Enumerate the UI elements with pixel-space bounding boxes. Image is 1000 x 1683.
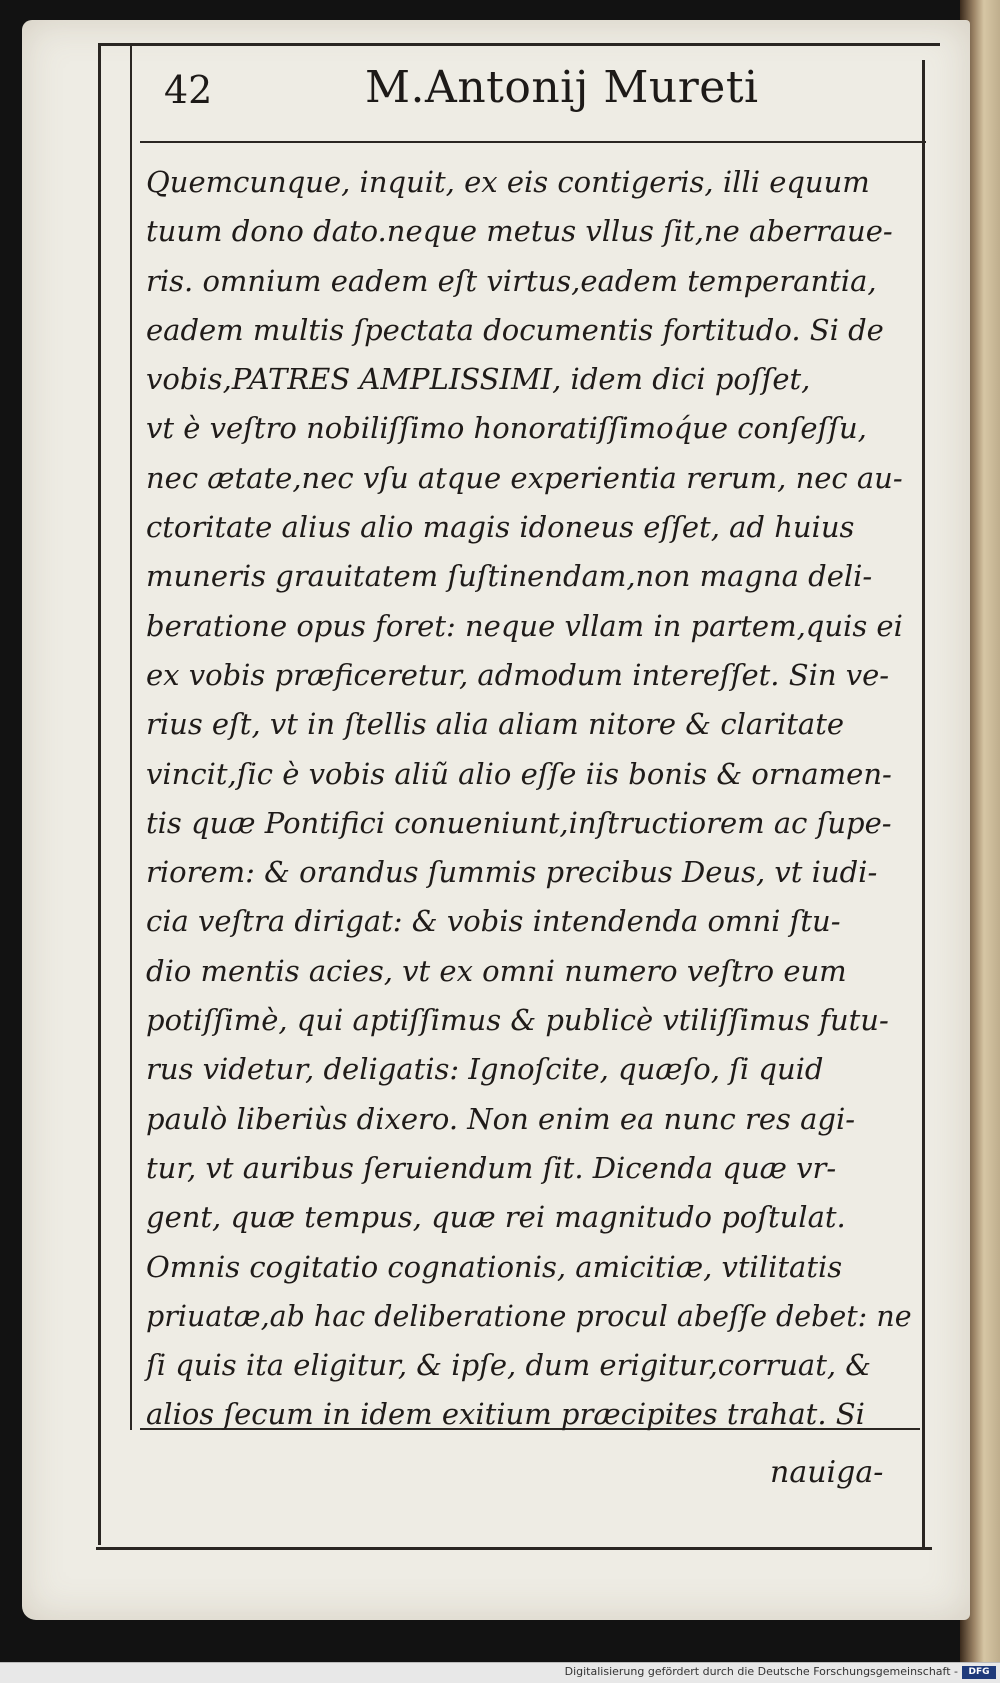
text-line: tis quæ Pontifici conueniunt,inſtructiorem ac ſupe- xyxy=(146,805,892,840)
text-line: gent, quæ tempus, quæ rei magnitudo poſtulat. xyxy=(146,1200,846,1235)
header-rule xyxy=(140,141,926,143)
text-line: vt è veſtro nobiliſſimo honoratiſſimoq́ue conſeſſu, xyxy=(146,411,867,446)
text-line: rius eſt, vt in ſtellis alia aliam nitore & claritate xyxy=(146,707,845,742)
text-line: alios ſecum in idem exitium præcipites trahat. Si xyxy=(146,1397,865,1432)
text-line: ris. omnium eadem eſt virtus,eadem temperantia, xyxy=(146,263,877,298)
text-line: priuatæ,ab hac deliberatione procul abeſſe debet: ne xyxy=(146,1299,912,1333)
text-line: riorem: & orandus ſummis precibus Deus, vt iudi- xyxy=(146,855,878,890)
funding-credit: Digitalisierung gefördert durch die Deutsche Forschungsgemeinschaft - xyxy=(564,1665,958,1678)
frame-bottom-rule xyxy=(96,1547,932,1550)
page-number: 42 xyxy=(164,68,213,112)
text-line: paulò liberiùs dixero. Non enim ea nunc res agi- xyxy=(146,1101,856,1136)
text-line: cia veſtra dirigat: & vobis intendenda omni ſtu- xyxy=(146,904,841,939)
text-line: rus videtur, deligatis: Ignoſcite, quæſo, ſi quid xyxy=(146,1052,824,1087)
dfg-logo-icon: DFG xyxy=(962,1666,996,1679)
text-line: Quemcunque, inquit, ex eis contigeris, illi equum xyxy=(146,165,870,199)
footer-bar xyxy=(0,1662,1000,1683)
text-line: tur, vt auribus ſeruiendum ſit. Dicenda quæ vr- xyxy=(146,1150,837,1185)
text-line: ſi quis ita eligitur, & ipſe, dum erigitur,corruat, & xyxy=(146,1348,872,1383)
text-line: ctoritate alius alio magis idoneus eſſet, ad huius xyxy=(146,510,855,545)
text-line: vobis,PATRES AMPLISSIMI, idem dici poſſet, xyxy=(146,362,811,397)
text-line: ex vobis præficeretur, admodum intereſſet. Sin ve- xyxy=(146,657,890,692)
text-line: eadem multis ſpectata documentis fortitudo. Si de xyxy=(146,312,884,347)
text-line: nec ætate,nec vſu atque experientia rerum, nec au- xyxy=(146,460,903,495)
text-line: Omnis cogitatio cognationis, amicitiæ, vtilitatis xyxy=(146,1249,843,1284)
catchword: nauiga- xyxy=(770,1455,884,1490)
text-line: muneris grauitatem ſuſtinendam,non magna deli- xyxy=(146,559,873,594)
text-line: vincit,ſic è vobis aliũ alio eſſe iis bonis & ornamen- xyxy=(146,756,892,791)
text-line: tuum dono dato.neque metus vllus ſit,ne aberraue- xyxy=(146,214,893,249)
body-text xyxy=(146,158,916,1440)
running-title: M.Antonij Mureti xyxy=(365,62,759,113)
frame-right-rule xyxy=(922,60,925,1550)
text-line: potiſſimè, qui aptiſſimus & publicè vtiliſſimus futu- xyxy=(146,1003,889,1038)
text-line: dio mentis acies, vt ex omni numero veſtro eum xyxy=(146,953,847,988)
text-line: beratione opus foret: neque vllam in partem,quis ei xyxy=(146,608,903,643)
